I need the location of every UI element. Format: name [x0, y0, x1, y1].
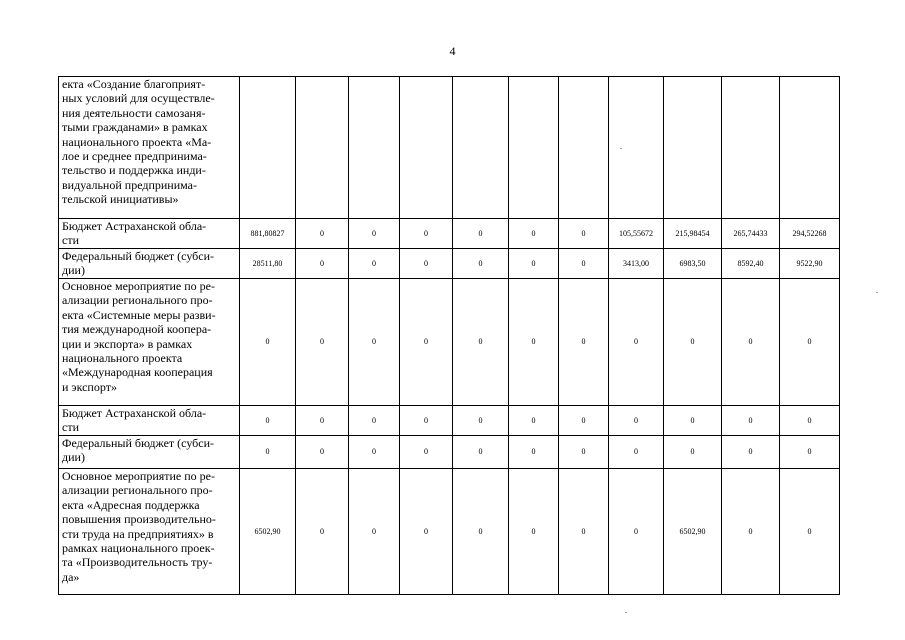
table-row [59, 77, 840, 219]
row-label-line: ных условий для осуществле- [62, 91, 215, 106]
value-cell: 3413,00 [609, 249, 664, 279]
table-row [59, 406, 840, 436]
value-cell [453, 77, 509, 219]
row-label-cell [59, 406, 240, 436]
scan-speck [625, 612, 627, 613]
value-cell: 294,52268 [780, 219, 840, 249]
value-cell: 28511,80 [240, 249, 296, 279]
value-cell: 9522,90 [780, 249, 840, 279]
scan-speck [620, 148, 622, 149]
value-cell: 0 [609, 406, 664, 436]
value-cell: 0 [296, 249, 349, 279]
row-label-cell [59, 436, 240, 469]
value-cell: 0 [609, 279, 664, 406]
row-label-line: и экспорт» [62, 379, 117, 394]
value-cell: 0 [296, 406, 349, 436]
row-label-line: Основное мероприятие по ре- [62, 279, 215, 293]
row-label-line: лое и среднее предпринима- [62, 149, 207, 164]
value-cell: 0 [349, 249, 400, 279]
value-cell: 0 [400, 436, 453, 469]
value-cell: 0 [609, 436, 664, 469]
value-cell: 105,55672 [609, 219, 664, 249]
row-label-cell [59, 469, 240, 595]
value-cell: 0 [453, 279, 509, 406]
value-cell: 0 [400, 249, 453, 279]
value-cell: 0 [296, 469, 349, 595]
value-cell: 0 [664, 436, 722, 469]
row-label-line: тыми гражданами» в рамках [62, 120, 208, 135]
row-label-line: видуальной предпринима- [62, 177, 197, 192]
row-label-line: национального проекта «Ма- [62, 134, 212, 149]
row-label-line: дии) [62, 263, 85, 278]
row-label-line: Федеральный бюджет (субси- [62, 436, 215, 450]
row-label-line: екта «Системные меры разви- [62, 307, 216, 322]
row-label-line: да» [62, 569, 80, 584]
row-label-line: ализации регионального про- [62, 483, 213, 498]
value-cell: 0 [559, 406, 609, 436]
row-label-line: сти [62, 233, 79, 248]
value-cell: 265,74433 [722, 219, 780, 249]
row-label-line: сти труда на предприятиях» в [62, 526, 214, 541]
row-label-line: дии) [62, 450, 85, 465]
value-cell: 0 [453, 406, 509, 436]
value-cell: 0 [780, 469, 840, 595]
value-cell: 0 [509, 219, 559, 249]
value-cell: 0 [296, 436, 349, 469]
value-cell: 0 [453, 436, 509, 469]
value-cell [559, 77, 609, 219]
value-cell [349, 77, 400, 219]
table-row [59, 249, 840, 279]
row-label-line: та «Производительность тру- [62, 555, 213, 570]
value-cell: 0 [664, 279, 722, 406]
table-row [59, 469, 840, 595]
row-label-line: Бюджет Астраханской обла- [62, 219, 207, 233]
value-cell: 6983,50 [664, 249, 722, 279]
budget-table [58, 76, 840, 595]
row-label-line: ния деятельности самозаня- [62, 105, 206, 120]
table-body [59, 77, 840, 595]
table-row [59, 279, 840, 406]
value-cell [664, 77, 722, 219]
row-label-line: Основное мероприятие по ре- [62, 469, 215, 483]
value-cell [780, 77, 840, 219]
value-cell: 0 [453, 469, 509, 595]
value-cell: 0 [296, 219, 349, 249]
value-cell: 0 [780, 279, 840, 406]
row-label-line: тия международной коопера- [62, 322, 212, 337]
row-label-line: «Международная кооперация [62, 365, 213, 380]
value-cell: 0 [400, 279, 453, 406]
scan-speck [876, 292, 878, 293]
value-cell [722, 77, 780, 219]
value-cell: 6502,90 [664, 469, 722, 595]
row-label-line: рамках национального проек- [62, 541, 215, 556]
row-label-line: екта «Создание благоприят- [62, 77, 206, 91]
value-cell: 0 [609, 469, 664, 595]
value-cell: 0 [509, 436, 559, 469]
row-label-cell [59, 279, 240, 406]
value-cell: 0 [400, 469, 453, 595]
value-cell: 0 [349, 406, 400, 436]
value-cell: 0 [509, 469, 559, 595]
value-cell: 0 [780, 406, 840, 436]
value-cell: 0 [559, 436, 609, 469]
value-cell: 0 [240, 436, 296, 469]
value-cell: 0 [722, 436, 780, 469]
page-number: 4 [449, 44, 456, 58]
value-cell: 0 [349, 469, 400, 595]
value-cell: 0 [349, 219, 400, 249]
value-cell: 0 [453, 219, 509, 249]
row-label-line: екта «Адресная поддержка [62, 497, 200, 512]
value-cell [240, 77, 296, 219]
value-cell [296, 77, 349, 219]
value-cell: 0 [509, 279, 559, 406]
row-label-cell [59, 77, 240, 219]
row-label-cell [59, 219, 240, 249]
value-cell: 0 [559, 469, 609, 595]
value-cell: 0 [664, 406, 722, 436]
value-cell: 0 [559, 249, 609, 279]
value-cell: 6502,90 [240, 469, 296, 595]
row-label-line: сти [62, 420, 79, 435]
table-row [59, 219, 840, 249]
value-cell [400, 77, 453, 219]
value-cell: 0 [722, 406, 780, 436]
value-cell: 0 [559, 279, 609, 406]
value-cell: 0 [296, 279, 349, 406]
value-cell: 0 [240, 406, 296, 436]
row-label-line: повышения производительно- [62, 512, 216, 527]
row-label-line: ализации регионального про- [62, 293, 213, 308]
value-cell: 0 [349, 436, 400, 469]
value-cell: 0 [509, 249, 559, 279]
value-cell: 0 [400, 219, 453, 249]
row-label-cell [59, 249, 240, 279]
row-label-line: национального проекта [62, 351, 183, 366]
row-label-line: Бюджет Астраханской обла- [62, 406, 207, 420]
value-cell: 0 [453, 249, 509, 279]
value-cell: 0 [722, 279, 780, 406]
row-label-line: Федеральный бюджет (субси- [62, 249, 215, 263]
value-cell: 0 [559, 219, 609, 249]
value-cell [509, 77, 559, 219]
row-label-line: тельской инициативы» [62, 192, 179, 207]
value-cell [609, 77, 664, 219]
value-cell: 8592,40 [722, 249, 780, 279]
value-cell: 881,80827 [240, 219, 296, 249]
row-label-line: тельство и поддержка инди- [62, 163, 206, 178]
value-cell: 0 [722, 469, 780, 595]
value-cell: 0 [240, 279, 296, 406]
value-cell: 0 [509, 406, 559, 436]
value-cell: 0 [400, 406, 453, 436]
table-row [59, 436, 840, 469]
row-label-line: ции и экспорта» в рамках [62, 336, 193, 351]
value-cell: 215,98454 [664, 219, 722, 249]
value-cell: 0 [780, 436, 840, 469]
value-cell: 0 [349, 279, 400, 406]
